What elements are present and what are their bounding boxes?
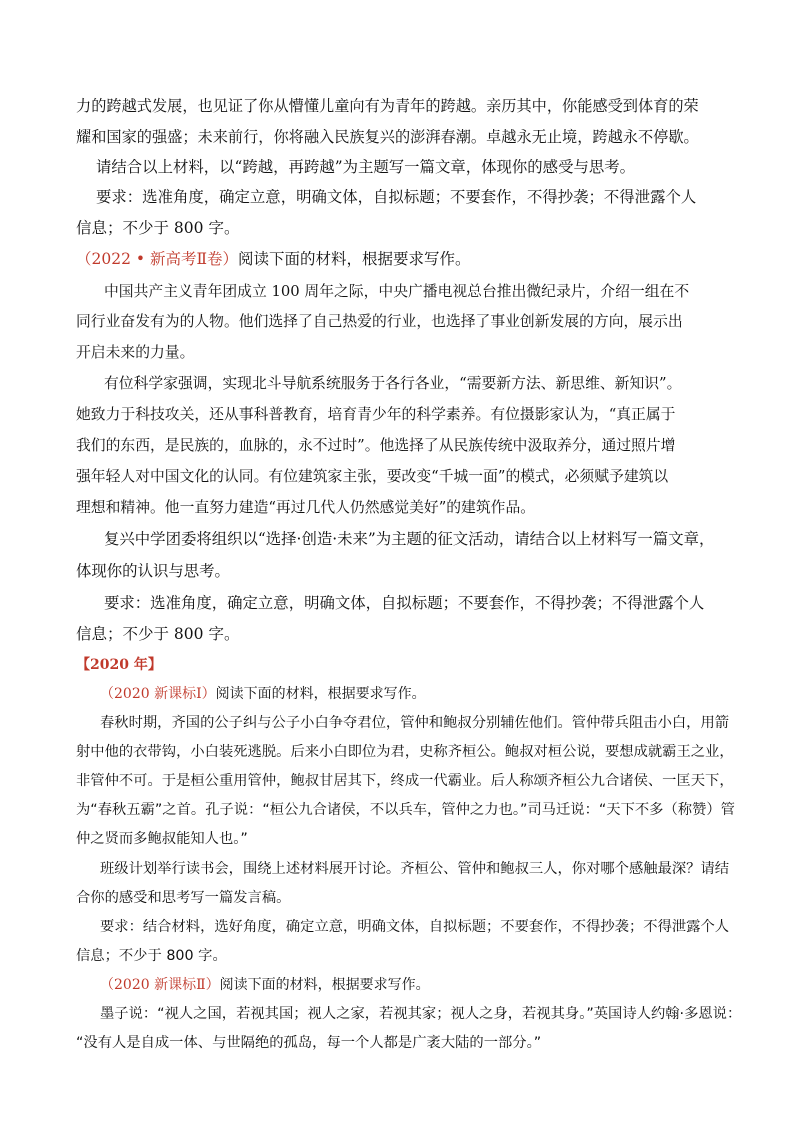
- material-text-line: 我们的东西，是民族的，血脉的，永不过时”。他选择了从民族传统中汲取养分，通过照片增: [76, 437, 676, 454]
- material-text-line: 墨子说：“视人之国，若视其国；视人之家，若视其家；视人之身，若视其身。”英国诗人约翰·多恩说：: [100, 1006, 742, 1022]
- question-intro: 阅读下面的材料，根据要求写作。: [237, 250, 471, 268]
- writing-prompt: 合你的感受和思考写一篇发言稿。: [76, 890, 291, 906]
- writing-prompt: 请结合以上材料，以“跨越，再跨越”为主题写一篇文章，体现你的感受与思考。: [96, 158, 636, 176]
- material-text-line: 理想和精神。他一直努力建造“再过几代人仍然感觉美好”的建筑作品。: [76, 499, 536, 516]
- material-text-line: 她致力于科技攻关，还从事科普教育，培育青少年的科学素养。有位摄影家认为，“真正属于: [76, 406, 676, 423]
- material-text-line: 春秋时期，齐国的公子纠与公子小白争夺君位，管仲和鲍叔分别辅佐他们。管仲带兵阻击小白，用箭: [100, 715, 730, 731]
- material-text-line: 仲之贤而多鲍叔能知人也。”: [76, 831, 248, 847]
- source-tag: （2020 新课标Ⅰ）: [100, 686, 216, 702]
- material-text-line: 强年轻人对中国文化的认同。有位建筑家主张，要改变“千城一面”的模式，必须赋予建筑以: [76, 468, 669, 485]
- writing-prompt: 体现你的认识与思考。: [76, 562, 230, 580]
- body-text-line: 耀和国家的强盛；未来前行，你将融入民族复兴的澎湃春潮。卓越永无止境，跨越永不停歇。: [76, 128, 699, 146]
- question-intro: 阅读下面的材料，根据要求写作。: [219, 977, 430, 993]
- material-text-line: 中国共产主义青年团成立 100 周年之际，中央广播电视总台推出微纪录片，介绍一组在不: [104, 283, 690, 300]
- body-text-line: 力的跨越式发展，也见证了你从懵懂儿童向有为青年的跨越。亲历其中，你能感受到体育的荣: [76, 97, 699, 115]
- requirements-line: 信息；不少于 800 字。: [76, 625, 240, 643]
- writing-prompt: 复兴中学团委将组织以“选择·创造·未来”为主题的征文活动，请结合以上材料写一篇文章，: [104, 530, 715, 548]
- material-text-line: 同行业奋发有为的人物。他们选择了自己热爱的行业，也选择了事业创新发展的方向，展示出: [76, 313, 683, 330]
- requirements-line: 要求：选准角度，确定立意，明确文体，自拟标题；不要套作，不得抄袭；不得泄露个人: [104, 594, 705, 612]
- requirements-line: 要求：结合材料，选好角度，确定立意，明确文体，自拟标题；不要套作，不得抄袭；不得泄露个人: [100, 919, 730, 935]
- material-text-line: 射中他的衣带钩，小白装死逃脱。后来小白即位为君，史称齐桓公。鲍叔对桓公说，要想成就霸王之业，: [76, 744, 734, 760]
- requirements-line: 信息；不少于 800 字。: [76, 219, 240, 237]
- material-text-line: 开启未来的力量。: [76, 344, 195, 361]
- question-header: [76, 248, 471, 270]
- requirements-line: 要求：选准角度，确定立意，明确文体，自拟标题；不要套作，不得抄袭；不得泄露个人: [96, 188, 697, 206]
- material-text-line: 为“春秋五霸”之首。孔子说：“桓公九合诸侯，不以兵车，管仲之力也。”司马迁说：“天下不多（称赞）管: [76, 802, 735, 818]
- question-header: [100, 683, 426, 705]
- source-tag: （2020 新课标Ⅱ）: [100, 977, 220, 993]
- question-intro: 阅读下面的材料，根据要求写作。: [215, 686, 426, 702]
- material-text-line: 有位科学家强调，实现北斗导航系统服务于各行各业，“需要新方法、新思维、新知识”。: [104, 375, 682, 392]
- question-header: [100, 974, 430, 996]
- requirements-line: 信息；不少于 800 字。: [76, 948, 227, 964]
- source-tag: （2022 • 新高考Ⅱ卷）: [76, 250, 238, 268]
- material-text-line: 非管仲不可。于是桓公重用管仲，鲍叔甘居其下，终成一代霸业。后人称颂齐桓公九合诸侯、一匡天下，: [76, 773, 734, 789]
- material-text-line: “没有人是自成一体、与世隔绝的孤岛，每一个人都是广袤大陆的一部分。”: [76, 1035, 542, 1051]
- year-heading: 【2020 年】: [76, 657, 162, 673]
- writing-prompt: 班级计划举行读书会，围绕上述材料展开讨论。齐桓公、管仲和鲍叔三人，你对哪个感触最深？请结: [100, 861, 730, 877]
